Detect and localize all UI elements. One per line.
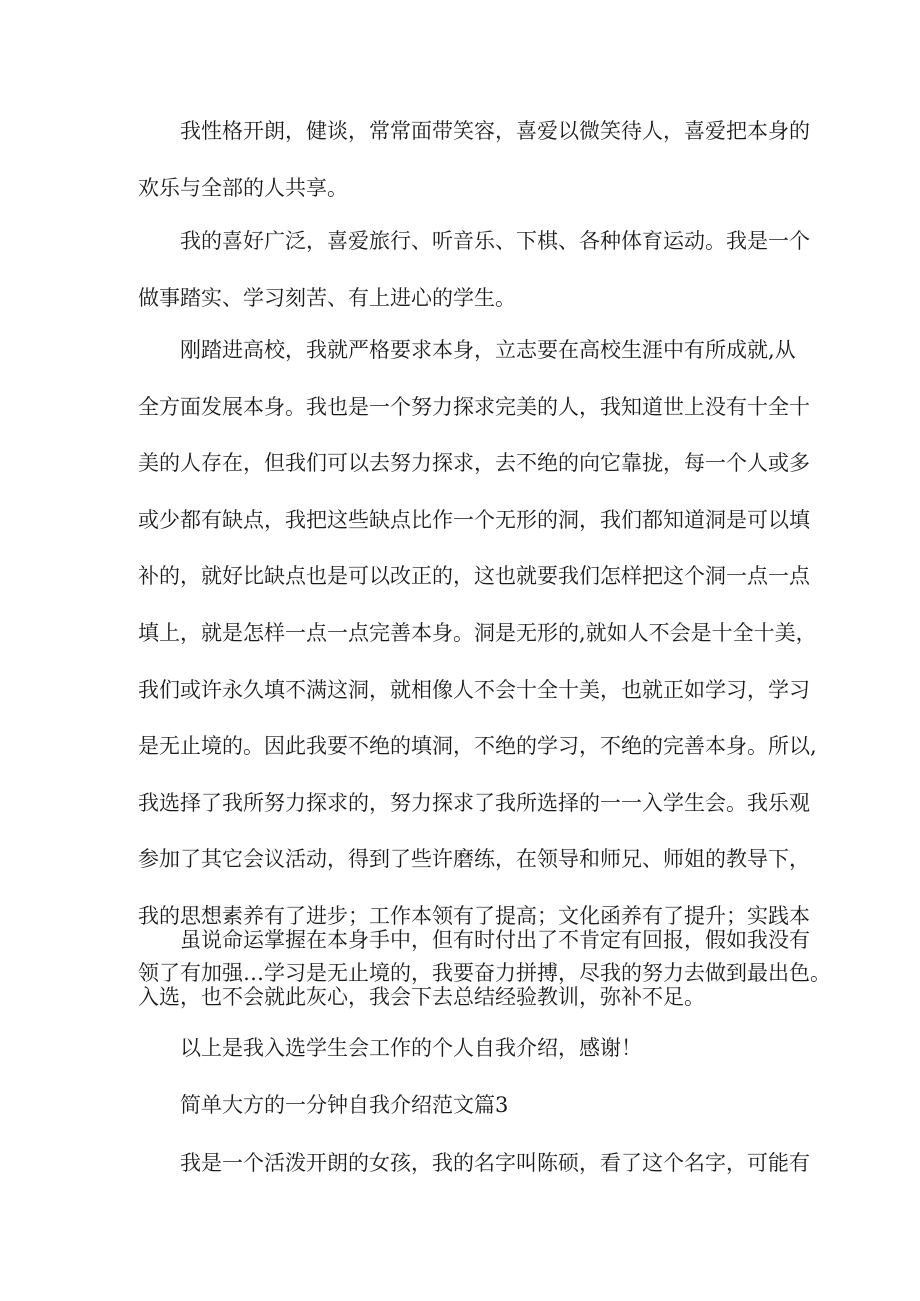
paragraph-line: 以上是我入选学生会工作的个人自我介绍，感谢！ (180, 1036, 642, 1060)
paragraph-line: 我的思想素养有了进步；工作本领有了提高；文化函养有了提升；实践本 (138, 903, 810, 928)
heading-line: 简单大方的一分钟自我介绍范文篇3 (180, 1093, 509, 1117)
paragraph-line: 刚踏进高校，我就严格要求本身，立志要在高校生涯中有所成就,从 (180, 338, 796, 362)
paragraph-line: 美的人存在，但我们可以去努力探求，去不绝的向它靠拢，每一个人或多 (138, 451, 810, 476)
paragraph-closing (138, 1020, 790, 1077)
paragraph-line: 全方面发展本身。我也是一个努力探求完美的人，我知道世上没有十全十 (138, 394, 810, 419)
paragraph-line: 补的，就好比缺点也是可以改正的，这也就要我们怎样把这个洞一点一点 (138, 564, 810, 589)
paragraph-line: 或少都有缺点，我把这些缺点比作一个无形的洞，我们都知道洞是可以填 (138, 507, 810, 532)
paragraph-line: 我们或许永久填不满这洞，就相像人不会十全十美，也就正如学习，学习 (138, 677, 810, 702)
paragraph-outcome (138, 912, 831, 1025)
paragraph-line: 虽说命运掌握在本身手中，但有时付出了不肯定有回报，假如我没有 (180, 928, 810, 952)
paragraph-introduction (138, 1135, 810, 1192)
paragraph-line: 填上，就是怎样一点一点完善本身。洞是无形的,就如人不会是十全十美， (138, 620, 817, 645)
paragraph-line: 参加了其它会议活动，得到了些许磨练，在领导和师兄、师姐的教导下， (138, 847, 810, 872)
paragraph-line: 我是一个活泼开朗的女孩，我的名字叫陈硕，看了这个名字，可能有 (180, 1151, 810, 1175)
section-heading (138, 1077, 790, 1134)
paragraph-line: 我性格开朗，健谈，常常面带笑容，喜爱以微笑待人，喜爱把本身的 (180, 119, 810, 143)
paragraph-hobbies (138, 213, 810, 326)
paragraph-line: 做事踏实、学习刻苦、有上进心的学生。 (138, 285, 516, 310)
paragraph-line: 是无止境的。因此我要不绝的填洞，不绝的学习，不绝的完善本身。所以, (138, 734, 817, 759)
paragraph-university-goals (138, 322, 831, 1001)
paragraph-line: 入选，也不会就此灰心，我会下去总结经验教训，弥补不足。 (138, 984, 705, 1009)
paragraph-line: 我选择了我所努力探求的，努力探求了我所选择的一一入学生会。我乐观 (138, 790, 810, 815)
paragraph-personality (138, 103, 810, 216)
paragraph-line: 欢乐与全部的人共享。 (138, 175, 348, 200)
paragraph-line: 我的喜好广泛，喜爱旅行、听音乐、下棋、各种体育运动。我是一个 (180, 229, 810, 253)
paragraph-line: 领了有加强…学习是无止境的，我要奋力拼搏，尽我的努力去做到最出色。 (138, 960, 831, 985)
